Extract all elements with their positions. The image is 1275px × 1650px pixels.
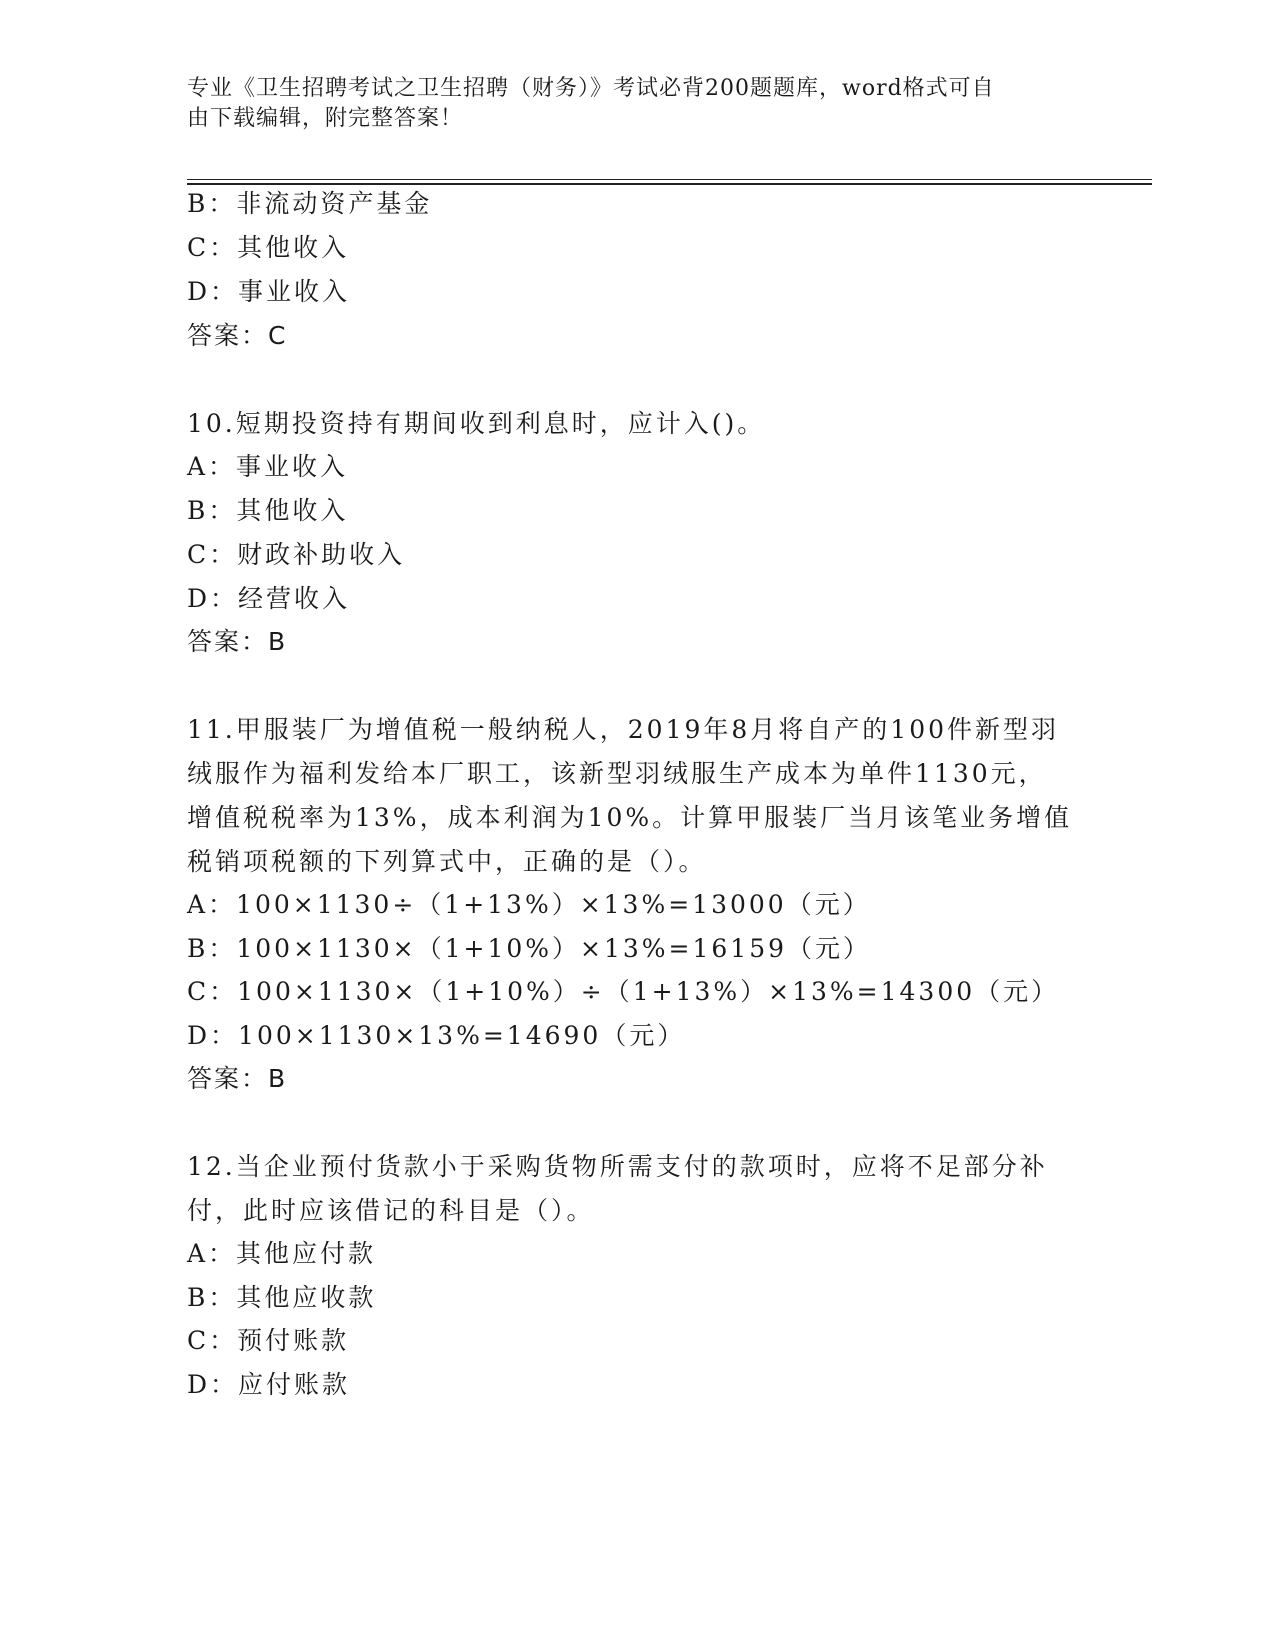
q12-option-b: B：其他应收款 — [187, 1283, 377, 1312]
q10-option-d: D：经营收入 — [187, 584, 351, 613]
q9-answer: 答案：C — [187, 321, 288, 350]
q10-stem: 10.短期投资持有期间收到利息时，应计入()。 — [187, 409, 766, 438]
q12-option-d: D：应付账款 — [187, 1370, 351, 1399]
q10-option-a: A：事业收入 — [187, 452, 349, 481]
header-divider-thin — [187, 179, 1152, 180]
q10-answer: 答案：B — [187, 627, 288, 656]
q10-option-b: B：其他收入 — [187, 496, 349, 525]
q11-option-b: B：100×1130×（1+10%）×13%=16159（元） — [187, 934, 872, 963]
q12-stem-line-1: 12.当企业预付货款小于采购货物所需支付的款项时，应将不足部分补 — [187, 1152, 1048, 1181]
q11-option-c: C：100×1130×（1+10%）÷（1+13%）×13%=14300（元） — [187, 977, 1060, 1006]
q11-stem-line-1: 11.甲服装厂为增值税一般纳税人，2019年8月将自产的100件新型羽 — [187, 715, 1060, 744]
q11-stem-line-4: 税销项税额的下列算式中，正确的是（）。 — [187, 847, 707, 876]
q9-option-d: D：事业收入 — [187, 277, 351, 306]
q12-stem-line-2: 付，此时应该借记的科目是（）。 — [187, 1196, 595, 1225]
document-header — [187, 74, 1067, 134]
q10-option-c: C：财政补助收入 — [187, 540, 406, 569]
header-divider-thick — [187, 183, 1152, 185]
header-line-1: 专业《卫生招聘考试之卫生招聘（财务）》考试必背200题题库，word格式可自 — [187, 76, 995, 101]
q12-option-c: C：预付账款 — [187, 1326, 350, 1355]
q11-option-d: D：100×1130×13%=14690（元） — [187, 1021, 686, 1050]
q11-option-a: A：100×1130÷（1+13%）×13%=13000（元） — [187, 890, 871, 919]
q11-stem-line-2: 绒服作为福利发给本厂职工，该新型羽绒服生产成本为单件1130元， — [187, 759, 1047, 788]
q11-stem-line-3: 增值税税率为13%，成本利润为10%。计算甲服装厂当月该笔业务增值 — [187, 803, 1073, 832]
q12-option-a: A：其他应付款 — [187, 1239, 377, 1268]
q9-option-b: B：非流动资产基金 — [187, 189, 433, 218]
header-line-2: 由下载编辑，附完整答案！ — [187, 106, 464, 131]
q11-answer: 答案：B — [187, 1064, 288, 1093]
q9-option-c: C：其他收入 — [187, 233, 350, 262]
